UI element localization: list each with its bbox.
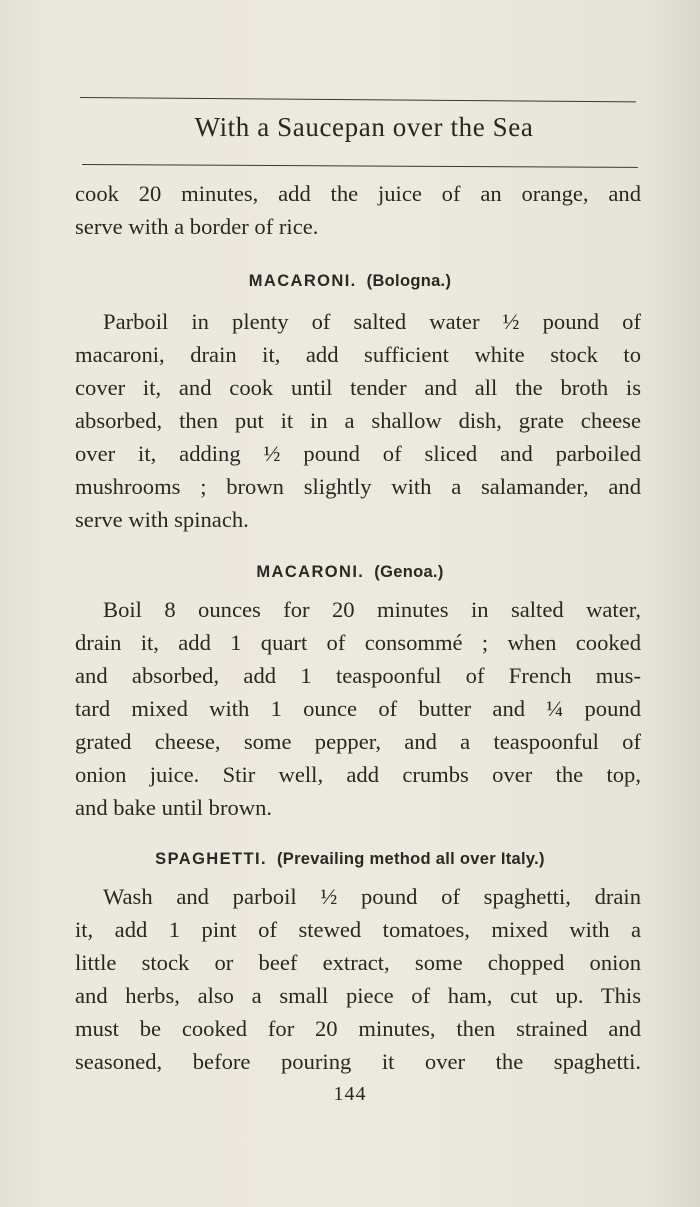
text-line: must be cooked for 20 minutes, then strained and [75,1016,641,1041]
text-line: seasoned, before pouring it over the spaghetti. [75,1049,641,1074]
recipe-heading-macaroni-genoa [0,563,700,582]
recipe-body-macaroni-genoa [75,593,641,824]
recipe-title: MACARONI. [248,272,357,290]
recipe-subtitle: (Genoa.) [374,563,444,581]
text-line: drain it, add 1 quart of consommé ; when cooked [75,630,641,655]
text-line: and absorbed, add 1 teaspoonful of French mus- [75,663,641,688]
text-line: little stock or beef extract, some chopped onion [75,950,641,975]
header-rule-bottom [82,164,638,168]
text-line: and herbs, also a small piece of ham, cut up. This [75,983,641,1008]
recipe-body-macaroni-bologna [75,305,641,536]
recipe-heading-spaghetti [0,850,700,869]
text-line: serve with spinach. [75,507,249,532]
header-rule-top [80,97,636,102]
text-line: and bake until brown. [75,795,273,820]
continuation-paragraph [75,177,641,243]
text-line: Wash and parboil ½ pound of spaghetti, drain [103,884,641,909]
text-line: serve with a border of rice. [75,214,319,239]
recipe-subtitle: (Prevailing method all over Italy.) [276,850,545,868]
running-head: With a Saucepan over the Sea [194,112,534,142]
text-line: cook 20 minutes, add the juice of an orange, and [75,181,641,206]
text-line: cover it, and cook until tender and all the broth is [75,375,641,400]
text-line: it, add 1 pint of stewed tomatoes, mixed with a [75,917,641,942]
text-line: Boil 8 ounces for 20 minutes in salted water, [103,597,641,622]
text-line: macaroni, drain it, add sufficient white stock to [75,342,641,367]
text-line: onion juice. Stir well, add crumbs over the top, [75,762,641,787]
recipe-title: SPAGHETTI. [155,850,267,868]
text-line: mushrooms ; brown slightly with a salamander, and [75,474,641,499]
text-line: tard mixed with 1 ounce of butter and ¼ pound [75,696,641,721]
text-line: grated cheese, some pepper, and a teaspoonful of [75,729,641,754]
text-line: over it, adding ½ pound of sliced and parboiled [75,441,641,466]
recipe-subtitle: (Bologna.) [366,272,452,290]
text-line: absorbed, then put it in a shallow dish, grate cheese [75,408,641,433]
text-line: Parboil in plenty of salted water ½ pound of [103,309,641,334]
recipe-body-spaghetti [75,880,641,1078]
page-number: 144 [333,1083,367,1105]
recipe-heading-macaroni-bologna [0,272,700,291]
recipe-title: MACARONI. [256,563,365,581]
